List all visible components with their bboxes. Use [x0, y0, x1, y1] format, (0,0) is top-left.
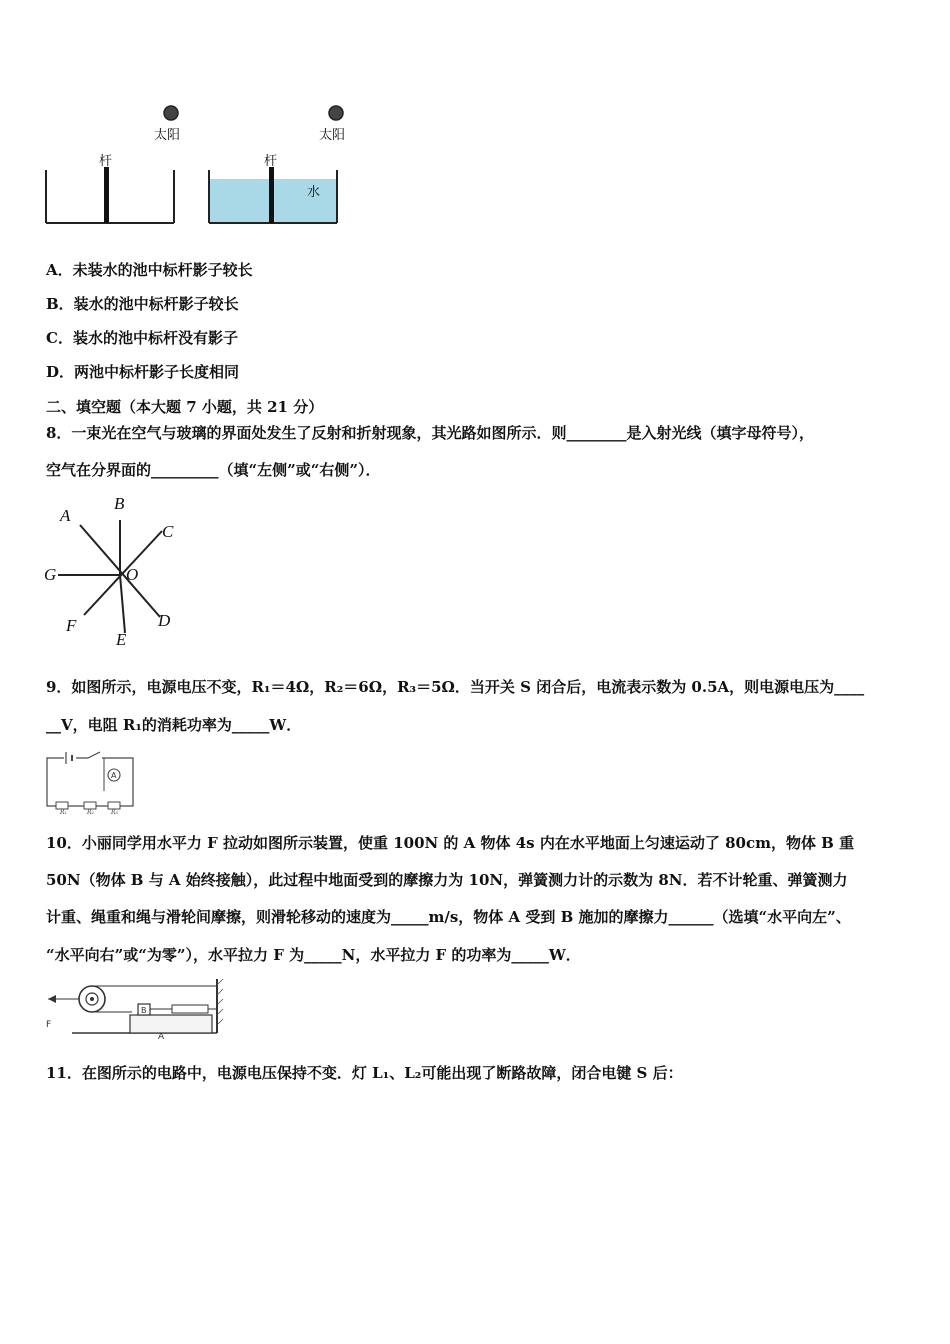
q8-line1: 8．一束光在空气与玻璃的界面处发生了反射和折射现象，其光路如图所示．则________是入射光线（填字母符号）， — [46, 424, 814, 442]
ray-label-b: B — [114, 494, 125, 513]
sun-icon-left — [164, 106, 178, 120]
section-heading: 二、填空题（本大题 7 小题，共 21 分） — [46, 398, 324, 416]
ray-label-a: A — [60, 506, 71, 525]
sun-label-right: 太阳 — [319, 128, 346, 143]
resistor-label-r3: R₃ — [111, 809, 118, 815]
pole-label-left: 杆 — [99, 154, 113, 169]
block-b-label: B — [141, 1006, 147, 1015]
ray-label-f: F — [66, 616, 77, 635]
q10-line1: 10．小丽同学用水平力 F 拉动如图所示装置，使重 100N 的 A 物体 4s 内在水平地面上匀速运动了 80cm，物体 B 重 — [46, 834, 855, 852]
ammeter-label: A — [111, 771, 117, 780]
ray-label-g: G — [44, 565, 57, 584]
q9-line1: 9．如图所示，电源电压不变，R₁＝4Ω，R₂＝6Ω，R₃＝5Ω．当开关 S 闭合后，电流表示数为 0.5A，则电源电压为____ — [46, 678, 865, 696]
q8-line2: 空气在分界面的_________（填“左侧”或“右侧”）． — [46, 461, 381, 479]
circuit-figure-q9 — [44, 745, 136, 815]
q11-line1: 11．在图所示的电路中，电源电压保持不变．灯 L₁、L₂可能出现了断路故障，闭合电键 S 后： — [46, 1064, 683, 1082]
resistor-label-r2: R₂ — [87, 809, 94, 815]
pole-left — [104, 167, 109, 223]
force-label: F — [46, 1020, 52, 1030]
q10-line3: 计重、绳重和绳与滑轮间摩擦，则滑轮移动的速度为_____m/s，物体 A 受到 B 施加的摩擦力______（选填“水平向左”、 — [46, 908, 851, 926]
option-a: A．未装水的池中标杆影子较长 — [46, 261, 253, 279]
block-a — [130, 1015, 212, 1033]
option-c: C．装水的池中标杆没有影子 — [46, 329, 238, 347]
sun-label-left: 太阳 — [154, 128, 181, 143]
ray-label-d: D — [158, 611, 171, 630]
q10-line4: “水平向右”或“为零”），水平拉力 F 为_____N，水平拉力 F 的功率为_____W． — [46, 946, 581, 964]
water-label: 水 — [307, 185, 321, 200]
option-d: D．两池中标杆影子长度相同 — [46, 363, 240, 381]
spring-scale — [172, 1005, 208, 1013]
pole-label-right: 杆 — [264, 154, 278, 169]
pulley-figure — [42, 975, 232, 1040]
sun-icon-right — [329, 106, 343, 120]
ray-label-o: O — [126, 565, 139, 584]
resistor-label-r1: R₁ — [60, 809, 67, 815]
q9-line2: __V，电阻 R₁的消耗功率为_____W． — [46, 716, 302, 734]
block-a-label: A — [158, 1032, 165, 1040]
option-b: B．装水的池中标杆影子较长 — [46, 295, 239, 313]
ray-label-e: E — [116, 630, 127, 649]
pole-right — [269, 167, 274, 223]
q10-line2: 50N（物体 B 与 A 始终接触），此过程中地面受到的摩擦力为 10N，弹簧测力计的示数为 8N．若不计轮重、弹簧测力 — [46, 871, 848, 889]
ray-label-c: C — [162, 522, 174, 541]
pool-figure — [40, 95, 360, 230]
